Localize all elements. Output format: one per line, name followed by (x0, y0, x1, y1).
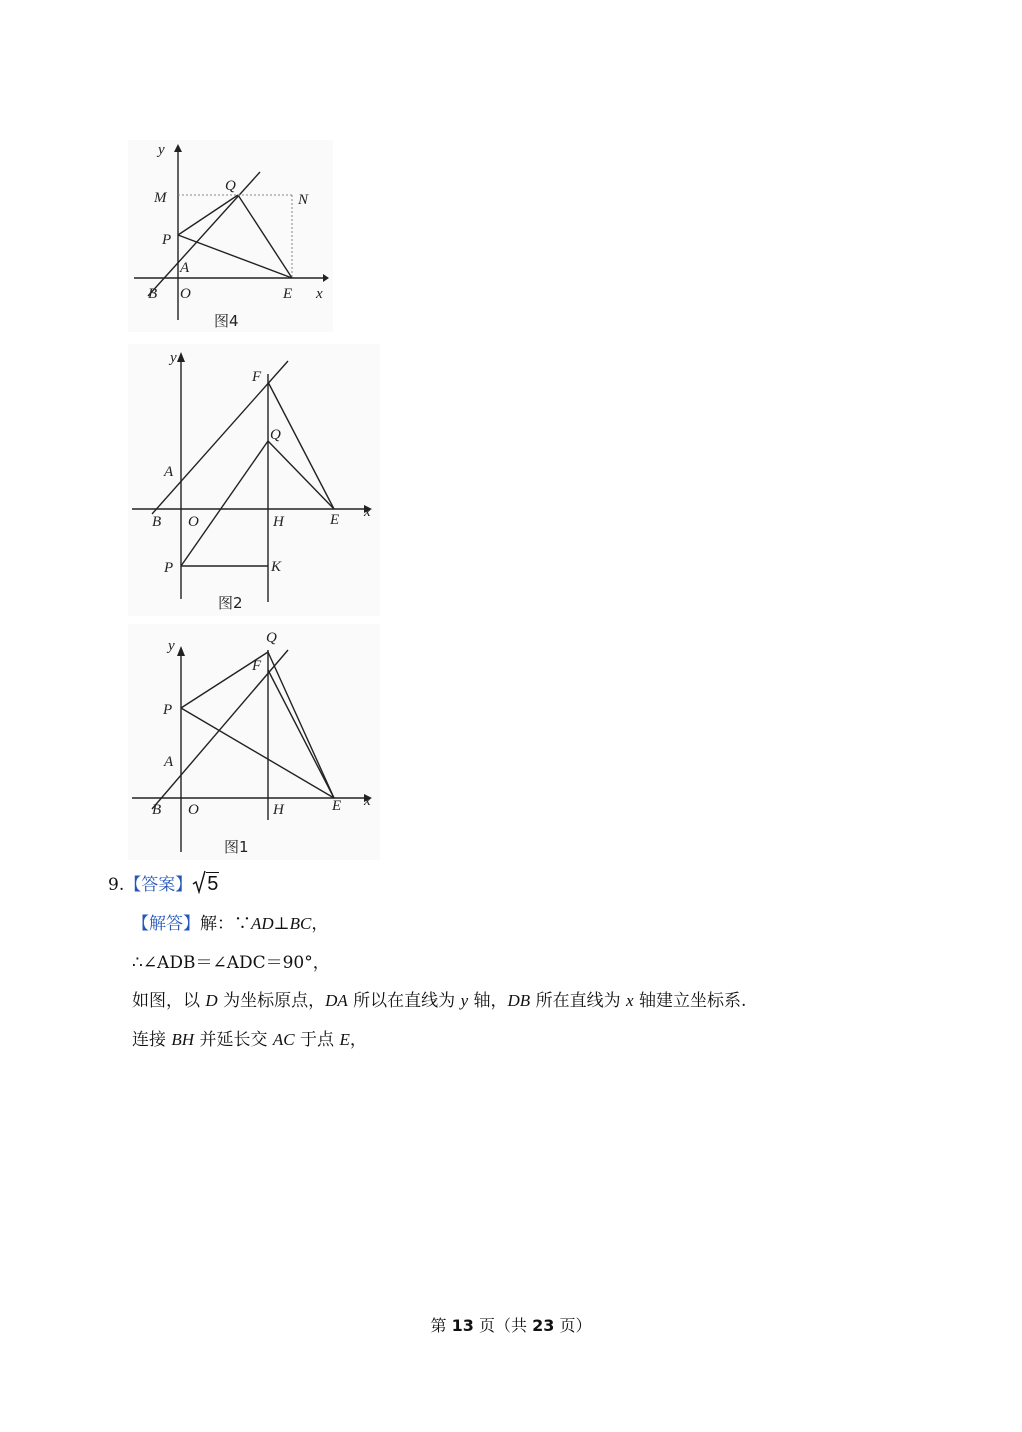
figure-1-diagram (128, 624, 380, 860)
figure-4-diagram (128, 140, 333, 332)
math-var: AC (272, 1030, 295, 1049)
solution-text: 轴， (468, 991, 508, 1011)
solution-text: ∴∠ADB＝∠ADC＝90°， (132, 953, 330, 973)
label-F: F (252, 658, 262, 674)
solution-text: 为坐标原点， (217, 991, 326, 1011)
math-var: x (626, 991, 634, 1010)
label-y: y (158, 142, 165, 158)
label-E: E (283, 286, 293, 302)
solution-text: 连接 (132, 1030, 172, 1050)
punctuation: ， (311, 914, 329, 934)
label-B: B (152, 514, 162, 530)
answer-tag: 【答案】 (124, 875, 193, 895)
label-x: x (364, 504, 371, 520)
label-E: E (330, 512, 340, 528)
solution-text: 如图，以 (132, 991, 206, 1011)
label-M: M (154, 190, 167, 206)
solution-line-3 (132, 986, 746, 1011)
math-var: E (339, 1030, 350, 1049)
solution-text: 于点 (294, 1030, 340, 1050)
label-y: y (170, 350, 177, 366)
label-B: B (148, 286, 158, 302)
label-N: N (298, 192, 309, 208)
label-Q: Q (225, 178, 236, 194)
figure-2-caption: 图2 (218, 594, 243, 612)
solution-line-4 (132, 1025, 367, 1050)
figure-4 (128, 140, 333, 332)
label-O: O (188, 514, 199, 530)
question-number: 9. (108, 875, 125, 895)
solution-tag: 【解答】 (132, 914, 200, 934)
sqrt-expression (192, 870, 219, 896)
math-var: y (460, 991, 469, 1010)
footer-text: 第 (430, 1316, 452, 1335)
label-A: A (164, 754, 174, 770)
figure-2 (128, 344, 380, 616)
figure-4-caption: 图4 (214, 312, 239, 330)
label-Q: Q (270, 427, 281, 443)
label-F: F (252, 369, 262, 385)
label-H: H (273, 514, 284, 530)
figure-2-diagram (128, 344, 380, 616)
footer-text: 页（共 (473, 1316, 533, 1335)
answer-value: 5 (207, 873, 219, 895)
figure-1 (128, 624, 380, 860)
page-footer (0, 1313, 1022, 1336)
answer-line (108, 870, 219, 896)
math-var: BH (171, 1030, 195, 1049)
label-K: K (271, 559, 282, 575)
label-x: x (316, 286, 323, 302)
label-P: P (163, 702, 173, 718)
solution-text: ， (349, 1030, 367, 1050)
figure-1-caption: 图1 (224, 838, 249, 856)
label-x: x (364, 793, 371, 809)
label-Q: Q (266, 630, 277, 646)
sqrt-radical-icon (192, 870, 206, 894)
label-O: O (188, 802, 199, 818)
solution-line-1 (132, 909, 328, 934)
label-A: A (180, 260, 190, 276)
label-P: P (162, 232, 172, 248)
math-var: D (205, 991, 218, 1010)
solution-text: 轴建立坐标系. (633, 991, 747, 1011)
solution-text: 并延长交 (194, 1030, 273, 1050)
label-H: H (273, 802, 284, 818)
label-O: O (180, 286, 191, 302)
solution-line-2 (132, 948, 330, 973)
solution-text: 所在直线为 (530, 991, 627, 1011)
math-var: DB (507, 991, 531, 1010)
footer-text: 页） (554, 1316, 592, 1335)
label-y: y (168, 638, 175, 654)
label-B: B (152, 802, 162, 818)
label-A: A (164, 464, 174, 480)
math-var: DA (325, 991, 348, 1010)
solution-text: 所以在直线为 (347, 991, 461, 1011)
total-pages: 23 (532, 1316, 555, 1335)
page-number: 13 (451, 1316, 474, 1335)
solution-text: 解：∵ (200, 914, 251, 934)
math-expression: AD⊥BC (251, 914, 312, 933)
label-P: P (164, 560, 174, 576)
label-E: E (332, 798, 342, 814)
